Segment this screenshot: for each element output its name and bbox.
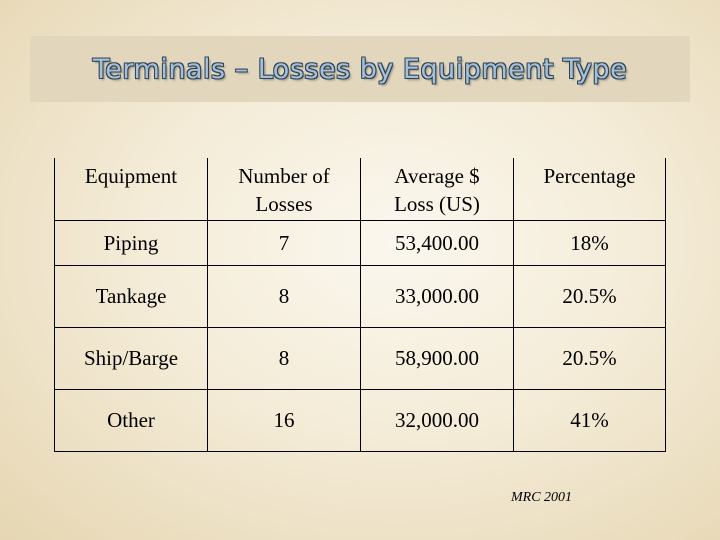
table-row <box>55 390 666 452</box>
cell-percentage: 20.5% <box>514 266 666 328</box>
header-number-of-losses: Number of Losses <box>238 164 330 216</box>
slide-title: Terminals – Losses by Equipment Type <box>92 53 628 85</box>
losses-table <box>54 158 666 452</box>
cell-equipment: Piping <box>55 221 208 266</box>
cell-average: 53,400.00 <box>361 221 514 266</box>
cell-equipment: Ship/Barge <box>55 328 208 390</box>
cell-percentage: 18% <box>514 221 666 266</box>
header-cell-count <box>208 158 361 221</box>
source-footnote: MRC 2001 <box>511 490 573 505</box>
cell-equipment: Tankage <box>55 266 208 328</box>
cell-count: 8 <box>208 266 361 328</box>
cell-count: 7 <box>208 221 361 266</box>
cell-average: 58,900.00 <box>361 328 514 390</box>
header-average-loss: Average $ Loss (US) <box>394 164 480 216</box>
cell-count: 8 <box>208 328 361 390</box>
header-cell-average <box>361 158 514 221</box>
cell-percentage: 20.5% <box>514 328 666 390</box>
table-row <box>55 266 666 328</box>
cell-percentage: 41% <box>514 390 666 452</box>
cell-equipment: Other <box>55 390 208 452</box>
cell-count: 16 <box>208 390 361 452</box>
header-equipment: Equipment <box>84 164 178 188</box>
table-header-row <box>55 158 666 221</box>
header-cell-percentage <box>514 158 666 221</box>
table-row <box>55 328 666 390</box>
header-percentage: Percentage <box>543 164 636 188</box>
table-row <box>55 221 666 266</box>
header-cell-equipment <box>55 158 208 221</box>
cell-average: 32,000.00 <box>361 390 514 452</box>
cell-average: 33,000.00 <box>361 266 514 328</box>
title-bar <box>30 36 690 102</box>
